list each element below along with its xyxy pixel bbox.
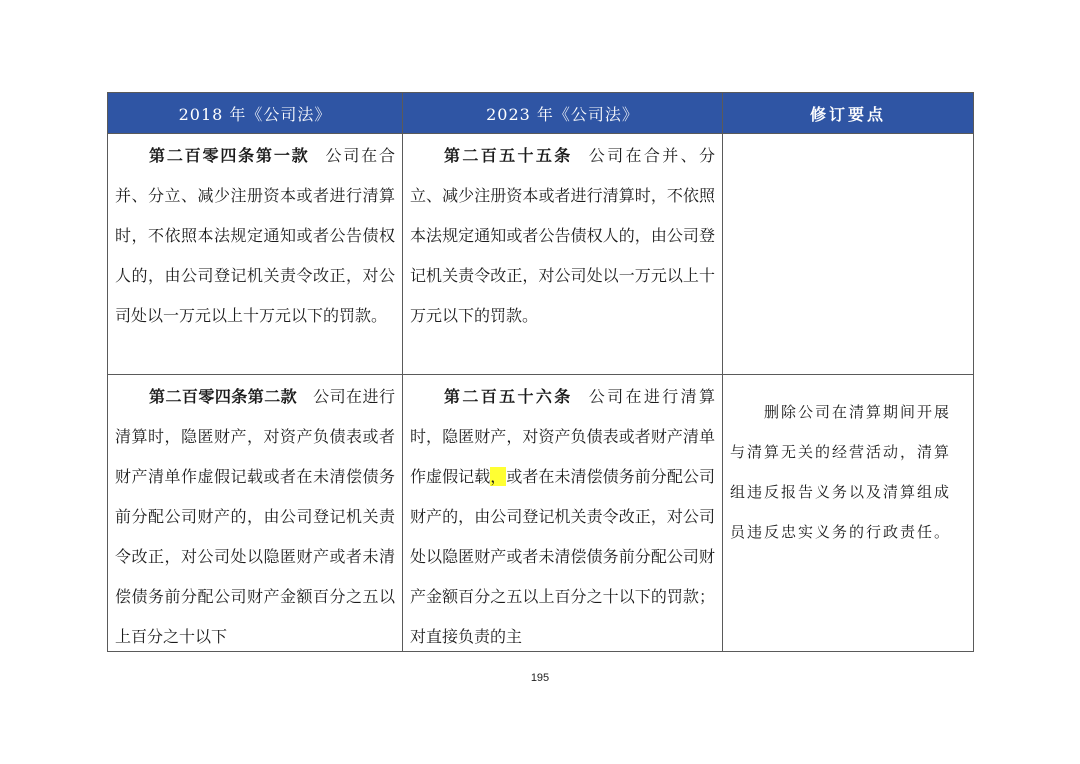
revision-note: 删除公司在清算期间开展与清算无关的经营活动，清算组违反报告义务以及清算组成员违反忠实义务的行政责任。 (730, 403, 952, 541)
article-text-part: 或者在未清偿债务前分配公司财产的，由公司登记机关责令改正，对公司处以隐匿财产或者未清偿债务前分配公司财产金额百分之五以上百分之十以下的罚款；对直接负责的主 (410, 467, 715, 646)
table-header-row (108, 93, 974, 134)
table-row (108, 134, 974, 375)
revision-note-cell (723, 134, 974, 375)
revision-note (723, 149, 973, 151)
article-text-part: 公司在进行清算时，隐匿财产，对资产负债表或者财产清单作虚假记载 (410, 387, 715, 486)
old-law-cell (108, 134, 403, 375)
header-2018-law: 2018 年《公司法》 (108, 93, 403, 134)
table-row (108, 375, 974, 652)
comparison-table (107, 92, 974, 652)
article-text: 公司在合并、分立、减少注册资本或者进行清算时，不依照本法规定通知或者公告债权人的，由公司登记机关责令改正，对公司处以一万元以上十万元以下的罚款。 (410, 146, 715, 325)
highlighted-punctuation: ， (490, 467, 507, 486)
article-text: 公司在进行清算时，隐匿财产，对资产负债表或者财产清单作虚假记载或者在未清偿债务前分配公司财产的，由公司登记机关责令改正，对公司处以隐匿财产或者未清偿债务前分配公司财产金额百分之五以上百分之十以下 (115, 387, 395, 646)
article-title: 第二百零四条第一款 (149, 146, 310, 165)
article-text: 公司在合并、分立、减少注册资本或者进行清算时，不依照本法规定通知或者公告债权人的，由公司登记机关责令改正，对公司处以一万元以上十万元以下的罚款。 (115, 146, 395, 325)
article-title: 第二百零四条第二款 (149, 387, 298, 406)
new-law-cell (403, 375, 723, 652)
new-law-cell (403, 134, 723, 375)
page-number: 195 (530, 672, 550, 684)
revision-note-cell (723, 375, 974, 652)
header-revision-notes: 修订要点 (723, 93, 974, 134)
article-title: 第二百五十五条 (444, 146, 573, 165)
old-law-cell (108, 375, 403, 652)
header-2023-law: 2023 年《公司法》 (403, 93, 723, 134)
article-title: 第二百五十六条 (444, 387, 573, 406)
